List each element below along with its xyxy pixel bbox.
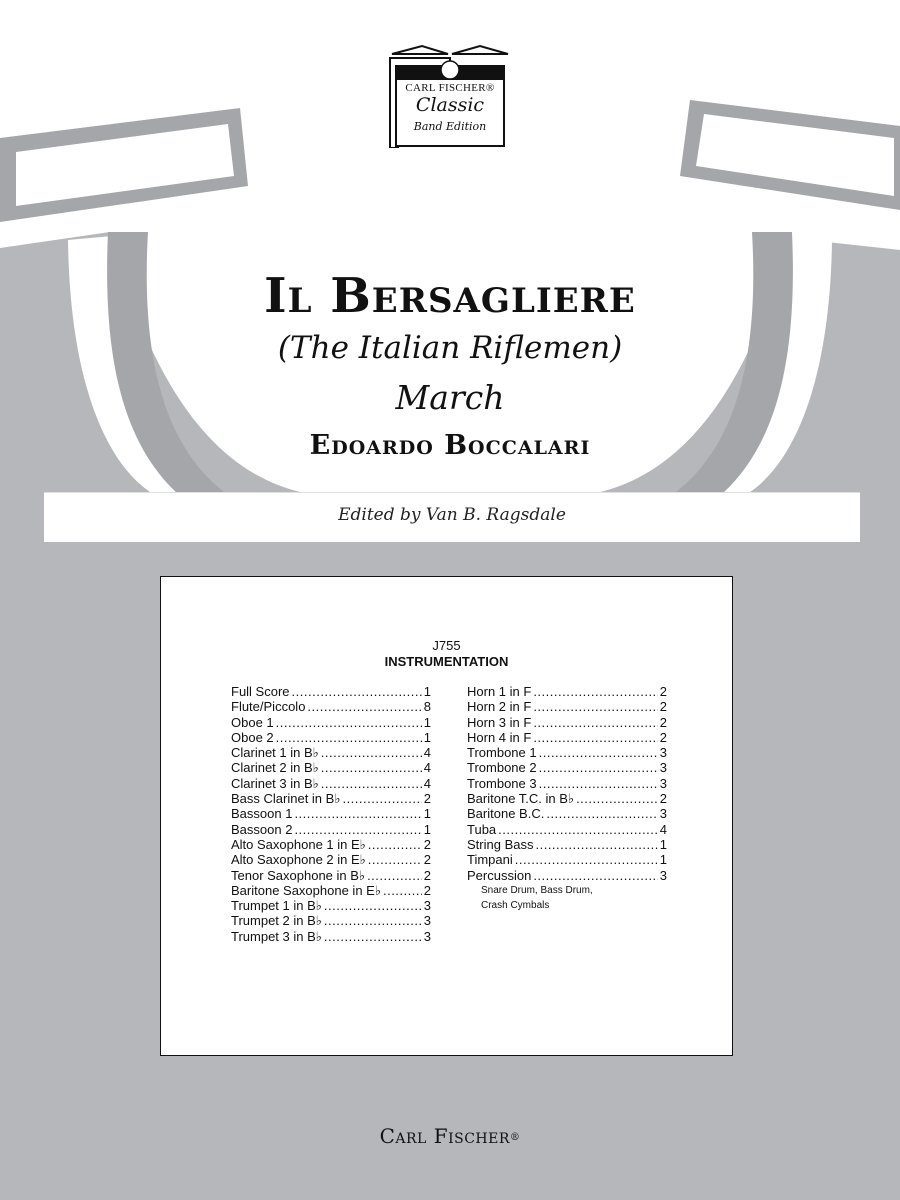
instrument-row bbox=[231, 760, 431, 775]
instrument-row bbox=[467, 684, 667, 699]
instrument-row bbox=[467, 837, 667, 852]
instrument-quantity: 2 bbox=[423, 867, 431, 883]
dot-leader bbox=[342, 791, 421, 806]
instrument-row bbox=[231, 715, 431, 730]
dot-leader bbox=[533, 699, 657, 714]
editor-credit: Edited by Van B. Ragsdale bbox=[338, 505, 566, 525]
instrument-name: Trumpet 3 in B♭ bbox=[231, 928, 322, 944]
classic-band-edition-logo bbox=[388, 44, 512, 148]
instrument-row bbox=[231, 730, 431, 745]
registered-mark: ® bbox=[509, 1132, 521, 1143]
instrument-quantity: 4 bbox=[423, 760, 431, 776]
instrument-row bbox=[231, 806, 431, 821]
instrument-quantity: 2 bbox=[659, 791, 667, 807]
instrument-name: Horn 1 in F bbox=[467, 684, 532, 699]
dot-leader bbox=[307, 699, 421, 714]
instrument-row bbox=[231, 684, 431, 699]
instrument-name: Oboe 2 bbox=[231, 729, 274, 745]
instrument-row bbox=[467, 760, 667, 775]
instrument-row bbox=[231, 699, 431, 714]
instrument-quantity: 2 bbox=[423, 791, 431, 807]
instrument-quantity: 8 bbox=[423, 699, 431, 715]
instrument-name: Tuba bbox=[467, 821, 497, 837]
piece-subtitle: (The Italian Riflemen) bbox=[277, 330, 623, 366]
instrument-name: Flute/Piccolo bbox=[231, 699, 306, 715]
editor-banner bbox=[44, 492, 860, 542]
dot-leader bbox=[324, 913, 422, 928]
dot-leader bbox=[368, 837, 422, 852]
instrument-name: Timpani bbox=[467, 852, 513, 868]
dot-leader bbox=[515, 852, 658, 867]
instrument-name: Clarinet 1 in B♭ bbox=[231, 745, 319, 761]
instrument-name: Clarinet 2 in B♭ bbox=[231, 760, 319, 776]
instrument-row bbox=[467, 806, 667, 821]
piece-title: Il Bersagliere bbox=[264, 268, 636, 324]
instrument-name: Percussion bbox=[467, 867, 532, 883]
instrument-quantity: 1 bbox=[423, 821, 431, 837]
instrument-quantity: 1 bbox=[423, 729, 431, 745]
instrument-name: Trombone 2 bbox=[467, 760, 537, 776]
instrument-row bbox=[467, 776, 667, 791]
dot-leader bbox=[576, 791, 658, 806]
instrument-name: String Bass bbox=[467, 836, 534, 852]
instrument-list-left bbox=[231, 684, 431, 944]
instrument-row bbox=[467, 699, 667, 714]
instrument-quantity: 3 bbox=[659, 806, 667, 822]
dot-leader bbox=[324, 898, 422, 913]
instrument-row bbox=[467, 730, 667, 745]
logo-band-edition: Band Edition bbox=[413, 120, 487, 133]
dot-leader bbox=[321, 760, 422, 775]
instrument-row bbox=[231, 898, 431, 913]
instrumentation-heading: INSTRUMENTATION bbox=[384, 654, 509, 669]
instrument-name: Trombone 1 bbox=[467, 745, 537, 761]
instrument-name: Tenor Saxophone in B♭ bbox=[231, 867, 366, 883]
instrument-quantity: 2 bbox=[659, 684, 667, 699]
instrument-row bbox=[231, 929, 431, 944]
instrument-name: Clarinet 3 in B♭ bbox=[231, 775, 319, 791]
instrument-row bbox=[231, 837, 431, 852]
instrument-name: Bass Clarinet in B♭ bbox=[231, 791, 341, 807]
instrument-quantity: 2 bbox=[659, 714, 667, 730]
instrument-row bbox=[467, 852, 667, 867]
instrument-quantity: 3 bbox=[423, 913, 431, 929]
instrument-quantity: 2 bbox=[423, 852, 431, 868]
piece-genre: March bbox=[395, 378, 505, 417]
instrument-quantity: 2 bbox=[659, 729, 667, 745]
instrument-quantity: 2 bbox=[659, 699, 667, 715]
dot-leader bbox=[535, 837, 657, 852]
percussion-note: Snare Drum, Bass Drum, bbox=[481, 884, 593, 896]
instrument-name: Alto Saxophone 2 in E♭ bbox=[231, 852, 366, 868]
instrument-list-right bbox=[467, 684, 667, 913]
dot-leader bbox=[324, 929, 422, 944]
instrument-name: Baritone T.C. in B♭ bbox=[467, 791, 575, 807]
dot-leader bbox=[498, 822, 658, 837]
dot-leader bbox=[368, 852, 422, 867]
instrument-quantity: 3 bbox=[423, 928, 431, 944]
instrument-name: Trumpet 2 in B♭ bbox=[231, 913, 322, 929]
instrument-quantity: 4 bbox=[659, 821, 667, 837]
dot-leader bbox=[276, 730, 422, 745]
instrument-row bbox=[467, 822, 667, 837]
publisher-name bbox=[0, 1124, 900, 1148]
logo-classic: Classic bbox=[415, 94, 485, 116]
instrument-name: Horn 3 in F bbox=[467, 714, 532, 730]
dot-leader bbox=[321, 776, 422, 791]
instrument-name: Oboe 1 bbox=[231, 714, 274, 730]
instrument-row bbox=[231, 883, 431, 898]
dot-leader bbox=[383, 883, 422, 898]
dot-leader bbox=[294, 806, 421, 821]
dot-leader bbox=[533, 730, 657, 745]
instrument-name: Trombone 3 bbox=[467, 775, 537, 791]
instrument-name: Bassoon 2 bbox=[231, 821, 293, 837]
dot-leader bbox=[546, 806, 657, 821]
instrument-quantity: 4 bbox=[423, 745, 431, 761]
instrument-quantity: 3 bbox=[659, 760, 667, 776]
instrument-row bbox=[467, 868, 667, 883]
instrument-name: Full Score bbox=[231, 684, 290, 699]
instrument-row bbox=[467, 745, 667, 760]
instrument-quantity: 3 bbox=[423, 898, 431, 914]
instrument-quantity: 3 bbox=[659, 775, 667, 791]
instrument-name: Horn 2 in F bbox=[467, 699, 532, 715]
instrument-row bbox=[231, 868, 431, 883]
instrument-name: Horn 4 in F bbox=[467, 729, 532, 745]
instrument-quantity: 1 bbox=[423, 806, 431, 822]
instrument-name: Baritone B.C. bbox=[467, 806, 545, 822]
dot-leader bbox=[539, 776, 658, 791]
dot-leader bbox=[321, 745, 422, 760]
dot-leader bbox=[367, 868, 422, 883]
instrument-row bbox=[231, 822, 431, 837]
percussion-note: Crash Cymbals bbox=[481, 899, 550, 911]
catalog-number: J755 bbox=[432, 638, 461, 653]
instrument-quantity: 1 bbox=[423, 684, 431, 699]
instrument-quantity: 3 bbox=[659, 867, 667, 883]
dot-leader bbox=[276, 715, 422, 730]
dot-leader bbox=[533, 715, 657, 730]
publisher-text: Carl Fischer bbox=[379, 1124, 510, 1148]
instrument-quantity: 1 bbox=[423, 714, 431, 730]
instrumentation-panel bbox=[160, 576, 733, 1056]
instrument-name: Bassoon 1 bbox=[231, 806, 293, 822]
dot-leader bbox=[533, 868, 657, 883]
instrument-row bbox=[231, 791, 431, 806]
instrument-name: Baritone Saxophone in E♭ bbox=[231, 882, 381, 898]
dot-leader bbox=[539, 760, 658, 775]
instrument-name: Trumpet 1 in B♭ bbox=[231, 898, 322, 914]
dot-leader bbox=[292, 684, 422, 699]
instrument-name: Alto Saxophone 1 in E♭ bbox=[231, 836, 366, 852]
instrument-quantity: 3 bbox=[659, 745, 667, 761]
instrument-row bbox=[467, 715, 667, 730]
dot-leader bbox=[539, 745, 658, 760]
instrument-quantity: 2 bbox=[423, 882, 431, 898]
instrument-row bbox=[231, 745, 431, 760]
instrument-row bbox=[467, 791, 667, 806]
instrument-row bbox=[231, 913, 431, 928]
instrument-quantity: 2 bbox=[423, 836, 431, 852]
instrument-quantity: 4 bbox=[423, 775, 431, 791]
instrument-row bbox=[231, 852, 431, 867]
instrument-row bbox=[231, 776, 431, 791]
instrument-quantity: 1 bbox=[659, 852, 667, 868]
dot-leader bbox=[533, 684, 657, 699]
dot-leader bbox=[294, 822, 421, 837]
composer-name: Edoardo Boccalari bbox=[309, 430, 591, 461]
logo-publisher: CARL FISCHER® bbox=[405, 82, 495, 94]
instrument-quantity: 1 bbox=[659, 836, 667, 852]
